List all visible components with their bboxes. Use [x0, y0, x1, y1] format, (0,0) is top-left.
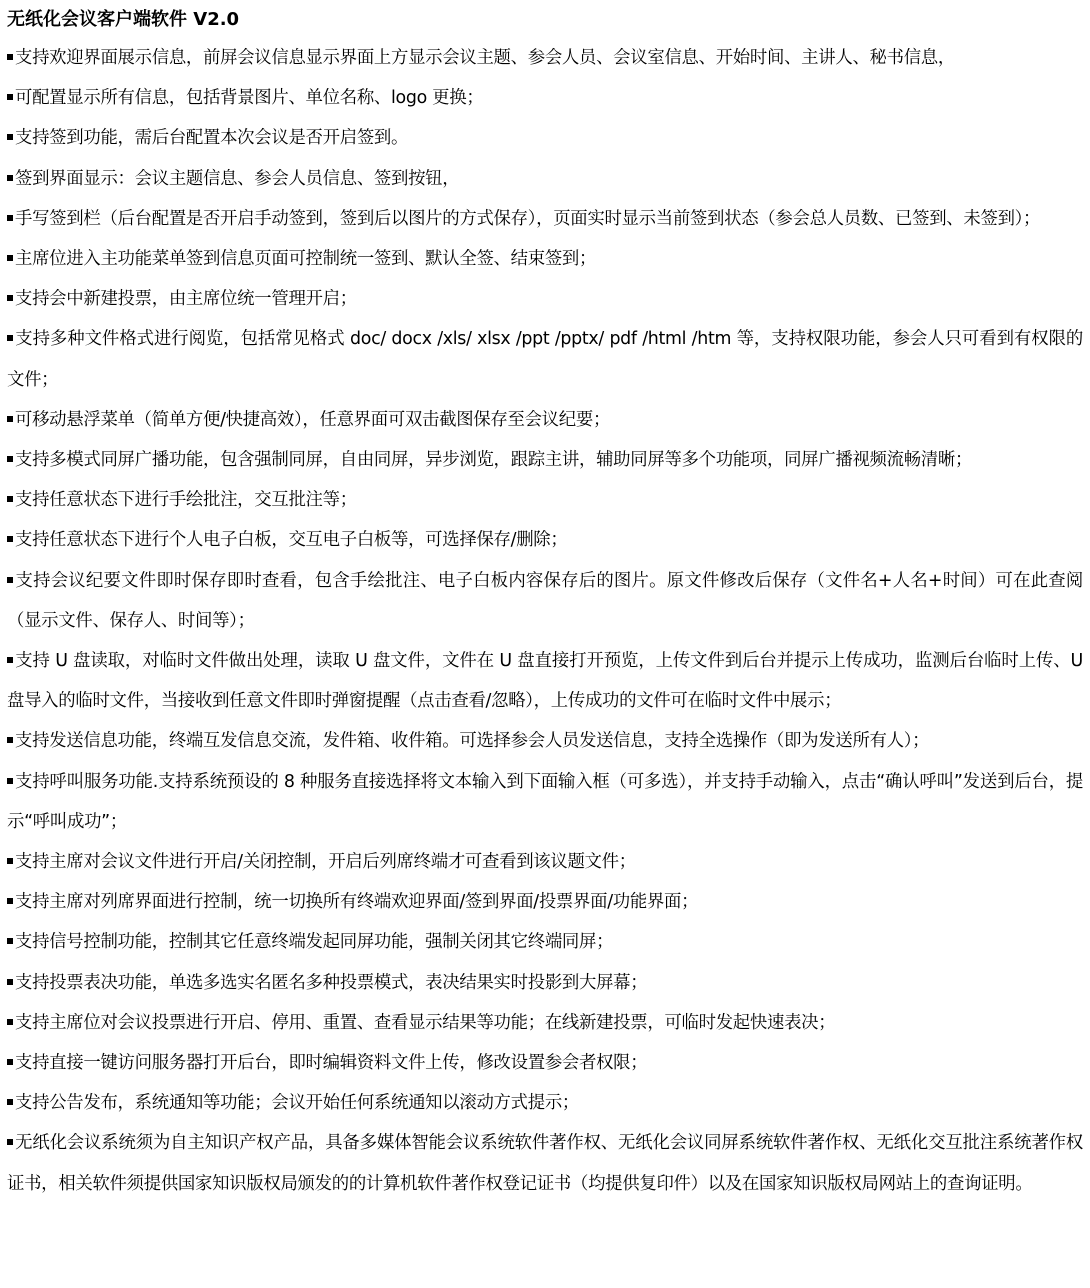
square-bullet-icon [7, 1099, 13, 1105]
list-item [7, 159, 1083, 199]
list-item-text: 支持公告发布，系统通知等功能；会议开始任何系统通知以滚动方式提示； [15, 1093, 579, 1114]
list-item-text: 可配置显示所有信息，包括背景图片、单位名称、logo 更换； [15, 88, 484, 109]
list-item [7, 440, 1083, 480]
list-item [7, 239, 1083, 279]
list-item [7, 1083, 1083, 1123]
list-item-text: 支持任意状态下进行个人电子白板，交互电子白板等，可选择保存/删除； [15, 530, 568, 551]
square-bullet-icon [7, 577, 13, 583]
square-bullet-icon [7, 1059, 13, 1065]
square-bullet-icon [7, 255, 13, 261]
list-item [7, 199, 1083, 239]
list-item-text: 支持多模式同屏广播功能，包含强制同屏，自由同屏，异步浏览，跟踪主讲，辅助同屏等多个功能项，同屏广播视频流畅清晰； [15, 450, 973, 471]
square-bullet-icon [7, 134, 13, 140]
list-item-text: 手写签到栏（后台配置是否开启手动签到，签到后以图片的方式保存），页面实时显示当前签到状态（参会总人员数、已签到、未签到）； [15, 208, 1041, 229]
list-item [7, 480, 1083, 520]
list-item [7, 882, 1083, 922]
list-item [7, 721, 1083, 761]
square-bullet-icon [7, 1019, 13, 1025]
square-bullet-icon [7, 456, 13, 462]
list-item-text: 支持主席对列席界面进行控制，统一切换所有终端欢迎界面/签到界面/投票界面/功能界面； [15, 892, 699, 913]
list-item [7, 963, 1083, 1003]
list-item-text: 支持会议纪要文件即时保存即时查看，包含手绘批注、电子白板内容保存后的图片。原文件修改后保存（文件名+人名+时间）可在此查阅（显示文件、保存人、时间等）； [7, 570, 1083, 631]
list-item [7, 922, 1083, 962]
square-bullet-icon [7, 657, 13, 663]
list-item-text: 支持签到功能，需后台配置本次会议是否开启签到。 [15, 128, 409, 149]
list-item [7, 279, 1083, 319]
list-item [7, 762, 1083, 842]
square-bullet-icon [7, 536, 13, 542]
square-bullet-icon [7, 295, 13, 301]
list-item-text: 支持主席对会议文件进行开启/关闭控制，开启后列席终端才可查看到该议题文件； [15, 852, 636, 873]
square-bullet-icon [7, 778, 13, 784]
list-item [7, 1123, 1083, 1203]
square-bullet-icon [7, 858, 13, 864]
list-item [7, 520, 1083, 560]
list-item [7, 400, 1083, 440]
list-item-text: 支持投票表决功能，单选多选实名匿名多种投票模式，表决结果实时投影到大屏幕； [15, 972, 648, 993]
list-item [7, 118, 1083, 158]
document-title: 无纸化会议客户端软件 V2.0 [7, 9, 240, 30]
list-item [7, 641, 1083, 721]
list-item [7, 1003, 1083, 1043]
list-item [7, 38, 1083, 78]
list-item-text: 无纸化会议系统须为自主知识产权产品，具备多媒体智能会议系统软件著作权、无纸化会议同屏系统软件著作权、无纸化交互批注系统著作权证书，相关软件须提供国家知识版权局颁发的的计算机软件著作权登记证书（均提供复印件）以及在国家知识版权局网站上的查询证明。 [7, 1133, 1083, 1194]
list-item-text: 支持欢迎界面展示信息，前屏会议信息显示界面上方显示会议主题、参会人员、会议室信息、开始时间、主讲人、秘书信息， [15, 48, 955, 68]
list-item-text: 可移动悬浮菜单（简单方便/快捷高效），任意界面可双击截图保存至会议纪要； [15, 409, 611, 430]
list-item-text: 签到界面显示：会议主题信息、参会人员信息、签到按钮， [15, 168, 460, 189]
list-item-text: 支持直接一键访问服务器打开后台，即时编辑资料文件上传，修改设置参会者权限； [15, 1053, 648, 1074]
list-item-text: 支持 U 盘读取，对临时文件做出处理，读取 U 盘文件，文件在 U 盘直接打开预览，上传文件到后台并提示上传成功，监测后台临时上传、U 盘导入的临时文件，当接收到任意文件即时弹窗提醒（点击查看/忽略），上传成功的文件可在临时文件中展示； [7, 651, 1083, 712]
list-item-text: 主席位进入主功能菜单签到信息页面可控制统一签到、默认全签、结束签到； [15, 249, 597, 270]
feature-list [7, 38, 1083, 1204]
square-bullet-icon [7, 335, 13, 341]
list-item-text: 支持呼叫服务功能.支持系统预设的 8 种服务直接选择将文本输入到下面输入框（可多选），并支持手动输入，点击“确认呼叫”发送到后台，提示“呼叫成功”； [7, 771, 1083, 832]
list-item-text: 支持会中新建投票，由主席位统一管理开启； [15, 289, 357, 310]
square-bullet-icon [7, 979, 13, 985]
list-item-text: 支持多种文件格式进行阅览，包括常见格式 doc/ docx /xls/ xlsx /ppt /pptx/ pdf /html /htm 等，支持权限功能，参会人只可看到有权限的文件； [7, 329, 1083, 390]
square-bullet-icon [7, 175, 13, 181]
square-bullet-icon [7, 737, 13, 743]
list-item [7, 319, 1083, 399]
list-item-text: 支持任意状态下进行手绘批注，交互批注等； [15, 490, 357, 511]
square-bullet-icon [7, 215, 13, 221]
list-item [7, 1043, 1083, 1083]
list-item [7, 78, 1083, 118]
document [7, 6, 1083, 1204]
list-item-text: 支持主席位对会议投票进行开启、停用、重置、查看显示结果等功能；在线新建投票，可临时发起快速表决； [15, 1012, 836, 1033]
list-item-text: 支持发送信息功能，终端互发信息交流，发件箱、收件箱。可选择参会人员发送信息，支持全选操作（即为发送所有人）； [15, 731, 930, 752]
square-bullet-icon [7, 1139, 13, 1145]
square-bullet-icon [7, 496, 13, 502]
square-bullet-icon [7, 938, 13, 944]
list-item [7, 842, 1083, 882]
list-item-text: 支持信号控制功能，控制其它任意终端发起同屏功能，强制关闭其它终端同屏； [15, 932, 614, 953]
list-item [7, 561, 1083, 641]
square-bullet-icon [7, 94, 13, 100]
square-bullet-icon [7, 54, 13, 60]
square-bullet-icon [7, 898, 13, 904]
square-bullet-icon [7, 416, 13, 422]
